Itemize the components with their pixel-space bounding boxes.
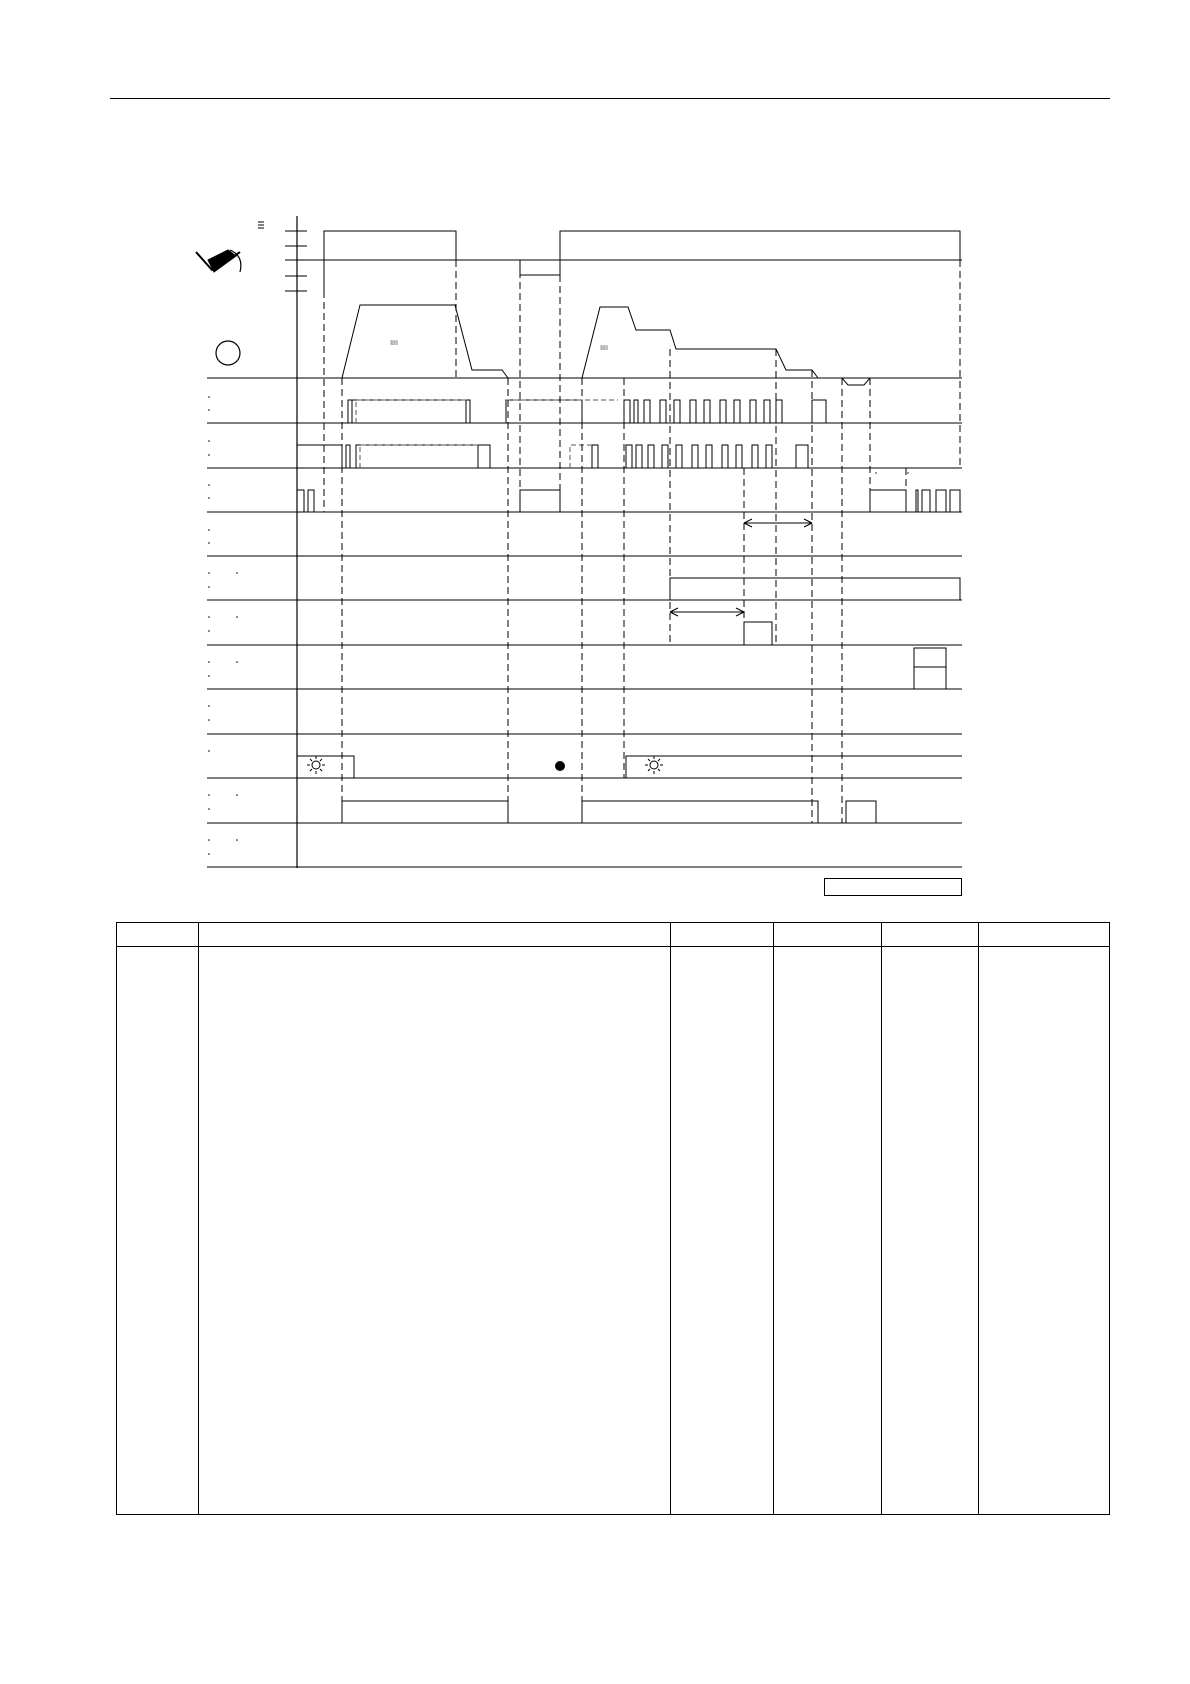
row3-trace: [297, 490, 960, 512]
table-row: [117, 947, 1110, 1515]
table-cell: [117, 947, 199, 1515]
table-header-cell: [117, 923, 199, 947]
row6-trace: [744, 622, 772, 645]
fan-speed-labels: [390, 340, 608, 350]
row1-dashed: [356, 400, 618, 423]
axis-ticks: [285, 231, 307, 291]
table-cell: [671, 947, 774, 1515]
fan-circle-icon: [216, 341, 240, 365]
filled-dot-icon: [555, 761, 565, 771]
row5-trace: [670, 578, 960, 600]
setting-trace: [297, 231, 962, 291]
table-header-cell: [671, 923, 774, 947]
spec-table: [116, 922, 1110, 1515]
table-header-cell: [774, 923, 882, 947]
timing-markers: [324, 260, 960, 823]
row10-trace: [342, 801, 876, 823]
row-dividers: [207, 378, 962, 867]
table-cell: [774, 947, 882, 1515]
row7-trace: [914, 648, 946, 689]
svg-text:▒: ▒: [601, 345, 608, 350]
row2-dashed: [360, 445, 592, 468]
row3-ticks: [875, 472, 908, 473]
double-arrow-icon: [744, 519, 812, 527]
row9-trace: [297, 756, 962, 778]
sun-icon: [645, 756, 663, 774]
table-cell: [199, 947, 671, 1515]
double-arrow-icon: [670, 608, 744, 616]
table-cell: [882, 947, 979, 1515]
thermostat-lever-icon: [196, 222, 264, 272]
sun-icon: [307, 756, 325, 774]
svg-text:▒: ▒: [391, 340, 398, 345]
row2-trace: [297, 445, 808, 468]
row1-trace: [348, 400, 826, 423]
table-header-cell: [199, 923, 671, 947]
row-label-marks: [208, 396, 238, 855]
table-header-cell: [979, 923, 1110, 947]
fan-speed-trace: [342, 305, 870, 385]
table-header-cell: [882, 923, 979, 947]
table-header-row: [117, 923, 1110, 947]
legend-box: [824, 878, 962, 896]
table-cell: [979, 947, 1110, 1515]
